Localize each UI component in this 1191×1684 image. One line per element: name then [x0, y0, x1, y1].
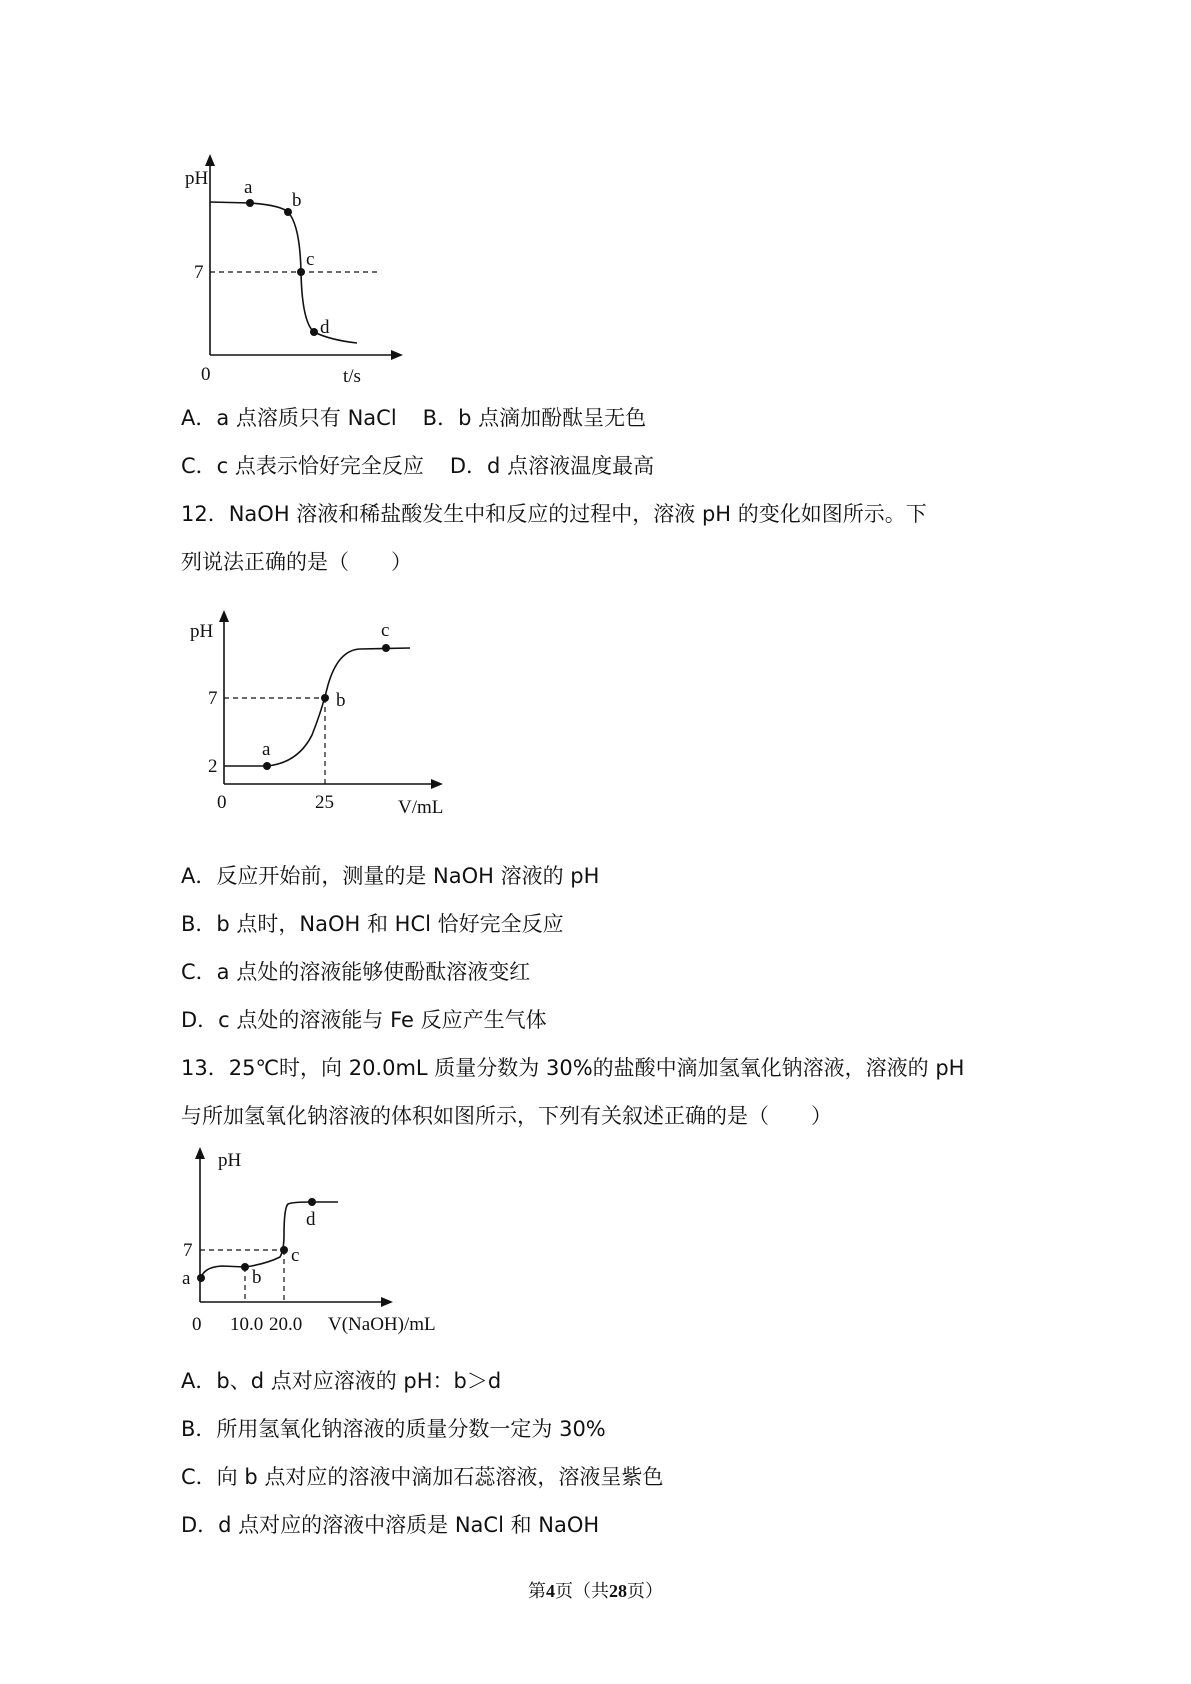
q13-stem-line1: 13．25℃时，向 20.0mL 质量分数为 30%的盐酸中滴加氢氧化钠溶液，溶液的 pH — [181, 1056, 965, 1080]
point-d-label: d — [306, 1209, 316, 1230]
point-a-label: a — [244, 177, 253, 198]
point-c-label: c — [306, 249, 315, 270]
y-tick-2: 2 — [208, 756, 218, 777]
y-tick-7: 7 — [183, 1240, 193, 1261]
x-axis-label: V/mL — [398, 797, 444, 818]
x-tick-10: 10.0 — [230, 1314, 264, 1335]
x-axis-arrow — [391, 350, 403, 360]
q12-option-c[interactable]: C．a 点处的溶液能够使酚酞溶液变红 — [181, 960, 531, 984]
y-tick-7: 7 — [194, 262, 204, 283]
point-d-label: d — [320, 317, 330, 338]
point-b — [284, 208, 292, 216]
q12-stem-line2: 列说法正确的是（ ） — [181, 550, 412, 574]
x-tick-20: 20.0 — [269, 1314, 303, 1335]
point-a — [263, 762, 271, 770]
origin-label: 0 — [217, 792, 227, 813]
q13-option-c[interactable]: C．向 b 点对应的溶液中滴加石蕊溶液，溶液呈紫色 — [181, 1465, 664, 1489]
graph-1 — [180, 150, 410, 390]
page-footer — [0, 1577, 1191, 1603]
x-axis-label: V(NaOH)/mL — [328, 1314, 436, 1335]
footer-post: 页） — [627, 1581, 663, 1601]
x-tick-25: 25 — [315, 792, 334, 813]
x-axis-arrow — [381, 1297, 393, 1307]
ph-curve — [224, 648, 410, 766]
y-axis-label: pH — [218, 1150, 242, 1171]
q11-option-b[interactable]: B．b 点滴加酚酞呈无色 — [422, 406, 647, 430]
point-b-label: b — [252, 1267, 262, 1288]
footer-total-pages: 28 — [609, 1581, 627, 1601]
ph-curve — [201, 1202, 338, 1278]
point-a-label: a — [262, 739, 271, 760]
point-a — [197, 1274, 205, 1282]
q12-option-d[interactable]: D．c 点处的溶液能与 Fe 反应产生气体 — [181, 1008, 547, 1032]
q11-options-cd — [181, 451, 654, 481]
q12-option-a[interactable]: A．反应开始前，测量的是 NaOH 溶液的 pH — [181, 864, 600, 888]
point-d — [308, 1198, 316, 1206]
point-b — [241, 1263, 249, 1271]
y-tick-7: 7 — [208, 688, 218, 709]
q11-option-c[interactable]: C．c 点表示恰好完全反应 — [181, 454, 424, 478]
point-b — [321, 694, 329, 702]
x-axis-arrow — [431, 779, 443, 789]
y-axis-arrow — [219, 610, 229, 622]
graph-2 — [180, 605, 460, 830]
point-c — [382, 644, 390, 652]
q13-option-a[interactable]: A．b、d 点对应溶液的 pH：b＞d — [181, 1369, 502, 1393]
y-axis-label: pH — [185, 168, 209, 189]
point-c-label: c — [291, 1245, 300, 1266]
point-c-label: c — [381, 620, 390, 641]
q12-stem-line1: 12．NaOH 溶液和稀盐酸发生中和反应的过程中，溶液 pH 的变化如图所示。下 — [181, 502, 927, 526]
point-a-label: a — [182, 1268, 191, 1289]
graph-3 — [180, 1140, 470, 1340]
y-axis-label: pH — [190, 621, 214, 642]
footer-page-number: 4 — [546, 1581, 555, 1601]
origin-label: 0 — [201, 364, 211, 385]
q11-option-a[interactable]: A．a 点溶质只有 NaCl — [181, 406, 397, 430]
q13-option-b[interactable]: B．所用氢氧化钠溶液的质量分数一定为 30% — [181, 1417, 606, 1441]
point-c — [280, 1246, 288, 1254]
footer-pre: 第 — [528, 1581, 546, 1601]
q12-option-b[interactable]: B．b 点时，NaOH 和 HCl 恰好完全反应 — [181, 912, 564, 936]
q13-option-d[interactable]: D．d 点对应的溶液中溶质是 NaCl 和 NaOH — [181, 1513, 600, 1537]
y-axis-arrow — [205, 154, 215, 166]
footer-mid: 页（共 — [555, 1581, 609, 1601]
q11-options-ab — [181, 403, 646, 433]
q11-option-d[interactable]: D．d 点溶液温度最高 — [449, 454, 655, 478]
point-d — [310, 328, 318, 336]
point-c — [297, 268, 305, 276]
q13-stem-line2: 与所加氢氧化钠溶液的体积如图所示，下列有关叙述正确的是（ ） — [181, 1104, 832, 1128]
point-a — [246, 199, 254, 207]
point-b-label: b — [336, 690, 346, 711]
y-axis-arrow — [195, 1147, 205, 1159]
origin-label: 0 — [192, 1314, 202, 1335]
point-b-label: b — [292, 190, 302, 211]
x-axis-label: t/s — [343, 366, 361, 387]
